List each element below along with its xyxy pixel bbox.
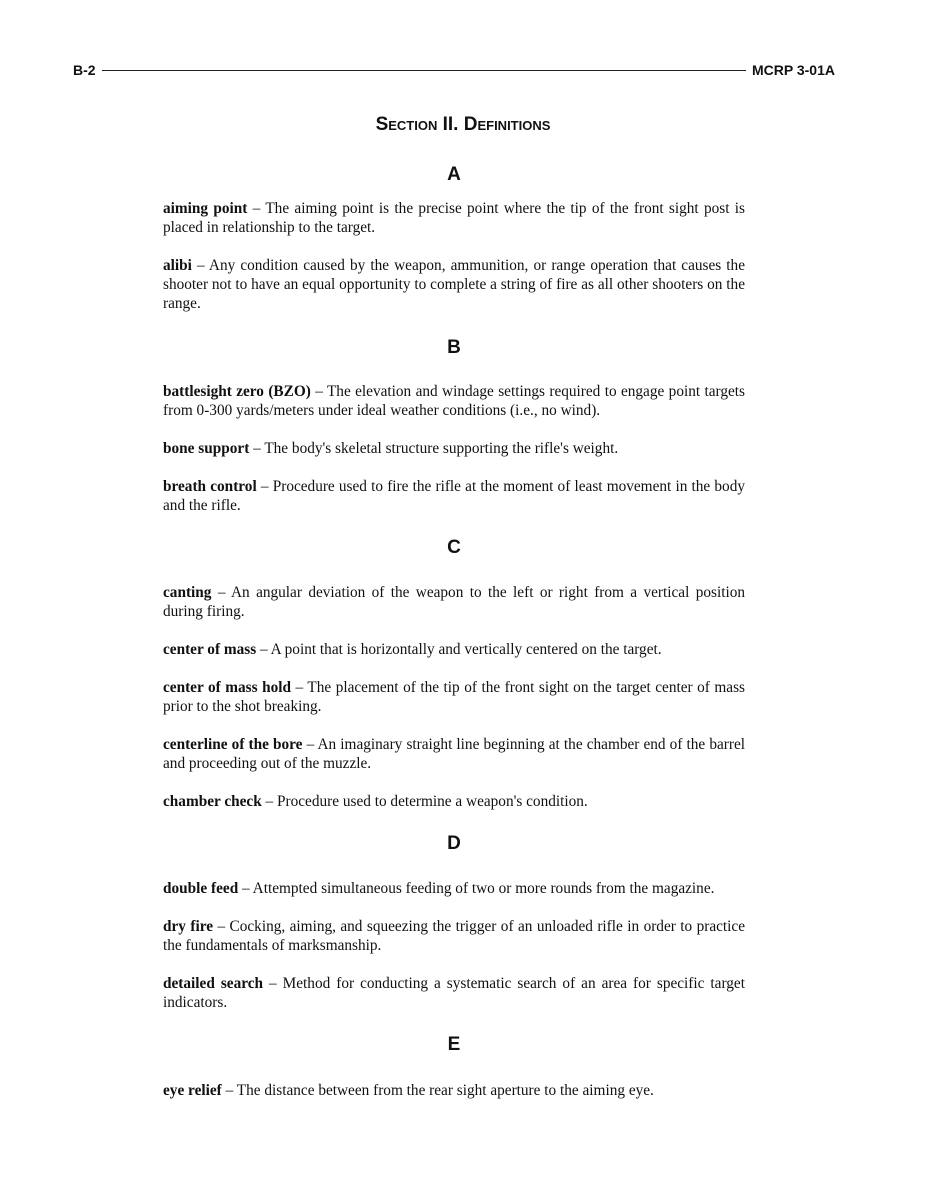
definitions-list bbox=[163, 160, 745, 1100]
definition-term: aiming point bbox=[163, 200, 248, 217]
definition-term: eye relief bbox=[163, 1082, 222, 1099]
definition-entry bbox=[163, 735, 745, 773]
definition-text: – A point that is horizontally and vertically centered on the target. bbox=[256, 641, 662, 658]
definition-entry bbox=[163, 439, 745, 458]
definition-entry bbox=[163, 382, 745, 420]
section-title: Section II. Definitions bbox=[375, 114, 551, 135]
page-number: B-2 bbox=[73, 62, 96, 78]
letter-heading-c: C bbox=[447, 537, 461, 558]
definition-text: – An imaginary straight line beginning at the chamber end of the barrel and proceeding out of the muzzle. bbox=[163, 736, 745, 772]
definition-entry bbox=[163, 917, 745, 955]
definition-entry bbox=[163, 640, 745, 659]
definition-text: – Attempted simultaneous feeding of two or more rounds from the magazine. bbox=[238, 880, 715, 897]
definition-term: breath control bbox=[163, 478, 257, 495]
page-header bbox=[73, 60, 835, 80]
letter-heading-b: B bbox=[447, 337, 461, 358]
definition-text: – The elevation and windage settings required to engage point targets from 0-300 yards/meters under ideal weather conditions (i.e., no wind). bbox=[163, 383, 745, 419]
definition-term: centerline of the bore bbox=[163, 736, 303, 753]
definition-text: – Procedure used to fire the rifle at the moment of least movement in the body and the rifle. bbox=[163, 478, 745, 514]
definition-text: – An angular deviation of the weapon to the left or right from a vertical position during firing. bbox=[163, 584, 745, 620]
definition-entry bbox=[163, 199, 745, 237]
letter-heading-a: A bbox=[447, 164, 461, 185]
definition-term: center of mass bbox=[163, 641, 257, 658]
definition-entry bbox=[163, 792, 745, 811]
definition-term: battlesight zero (BZO) bbox=[163, 383, 311, 400]
definition-term: double feed bbox=[163, 880, 239, 897]
definition-text: – The distance between from the rear sight aperture to the aiming eye. bbox=[221, 1082, 654, 1099]
definition-text: – Any condition caused by the weapon, ammunition, or range operation that causes the shooter not to have an equal opportunity to complete a string of fire as all other shooters on the range. bbox=[163, 257, 745, 312]
definition-entry bbox=[163, 477, 745, 515]
definition-entry bbox=[163, 1081, 745, 1100]
definition-text: – Method for conducting a systematic search of an area for specific target indicators. bbox=[163, 975, 745, 1011]
definition-entry bbox=[163, 678, 745, 716]
definition-term: center of mass hold bbox=[163, 679, 291, 696]
definition-text: – The placement of the tip of the front sight on the target center of mass prior to the shot breaking. bbox=[163, 679, 745, 715]
definition-text: – Cocking, aiming, and squeezing the trigger of an unloaded rifle in order to practice the fundamentals of marksmanship. bbox=[163, 918, 745, 954]
definition-term: canting bbox=[163, 584, 212, 601]
definition-term: detailed search bbox=[163, 975, 264, 992]
definition-term: chamber check bbox=[163, 793, 262, 810]
definition-entry bbox=[163, 974, 745, 1012]
definition-entry bbox=[163, 583, 745, 621]
definition-entry bbox=[163, 256, 745, 313]
header-rule bbox=[102, 70, 746, 71]
definition-term: bone support bbox=[163, 440, 250, 457]
letter-heading-d: D bbox=[447, 833, 461, 854]
definition-text: – Procedure used to determine a weapon's condition. bbox=[261, 793, 588, 810]
letter-heading-e: E bbox=[447, 1034, 461, 1055]
definition-term: dry fire bbox=[163, 918, 214, 935]
definition-term: alibi bbox=[163, 257, 192, 274]
publication-id: MCRP 3-01A bbox=[752, 62, 835, 78]
definition-text: – The aiming point is the precise point where the tip of the front sight post is placed in relationship to the target. bbox=[163, 200, 745, 236]
definition-text: – The body's skeletal structure supporting the rifle's weight. bbox=[249, 440, 619, 457]
definition-entry bbox=[163, 879, 745, 898]
